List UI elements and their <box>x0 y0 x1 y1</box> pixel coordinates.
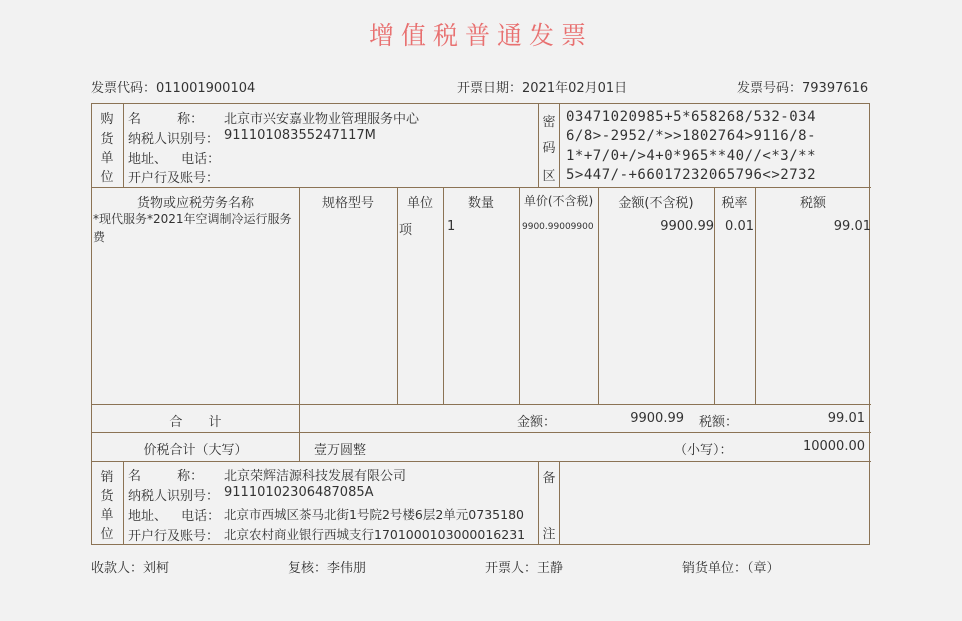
invoice-table <box>91 103 870 545</box>
buyer-name-label: 名 称： <box>128 112 204 127</box>
issuer-value: 王静 <box>537 561 564 576</box>
item-name-line2: 费 <box>93 230 106 244</box>
header-tax: 税额 <box>799 196 826 211</box>
grand-label: 价税合计（大写） <box>143 443 248 458</box>
buyer-tax-label: 纳税人识别号： <box>128 132 220 147</box>
issuer <box>485 557 563 576</box>
cipher-side-char: 密 <box>542 115 556 130</box>
seller-side-char: 位 <box>100 527 114 542</box>
cipher-line: 1*+7/0+/>4+0*965**40//<*3/** <box>566 148 817 164</box>
invoice-code-value: 011001900104 <box>156 81 256 96</box>
seller-addr-label: 地址、 电话： <box>128 509 221 524</box>
reviewer-value: 李伟朋 <box>327 561 367 576</box>
item-tax: 99.01 <box>833 219 871 234</box>
seller-tax-id: 91110102306487085A <box>224 485 374 500</box>
seller-side-char: 单 <box>100 508 114 523</box>
header-spec: 规格型号 <box>321 196 374 211</box>
totals-tax: 99.01 <box>827 411 865 426</box>
cipher-line: 5>447/-+66017232065796<>2732 <box>566 167 817 183</box>
invoice-number <box>737 77 868 96</box>
item-qty: 1 <box>447 219 456 234</box>
totals-amount: 9900.99 <box>630 411 684 426</box>
header-amount: 金额(不含税) <box>618 196 694 211</box>
totals-tax-label: 税额： <box>699 415 739 430</box>
header-rate: 税率 <box>721 196 748 211</box>
header-price: 单价(不含税) <box>523 194 594 208</box>
divider <box>123 104 124 187</box>
divider <box>443 187 444 404</box>
seller-name-label: 名 称： <box>128 469 204 484</box>
buyer-side-char: 位 <box>100 170 114 185</box>
totals-amount-label: 金额： <box>517 415 557 430</box>
seller-addr: 北京市西城区茶马北街1号院2号楼6层2单元0735180 <box>224 507 524 522</box>
issuer-label: 开票人： <box>485 561 538 576</box>
remark-side-char: 备 <box>542 471 556 486</box>
item-price: 9900.99009900 <box>522 222 594 232</box>
buyer-side-char: 购 <box>100 112 114 127</box>
invoice-date-label: 开票日期： <box>457 81 523 96</box>
payee <box>91 557 169 576</box>
invoice-code-label: 发票代码： <box>91 81 157 96</box>
invoice-title: 增值税普通发票 <box>368 21 593 50</box>
cipher-side-char: 码 <box>542 141 556 156</box>
cipher-line: 03471020985+5*658268/532-034 <box>566 109 817 125</box>
buyer-side-char: 货 <box>100 132 114 147</box>
invoice-number-label: 发票号码： <box>737 81 803 96</box>
invoice-date <box>457 77 627 96</box>
invoice-code <box>91 77 255 96</box>
reviewer-label: 复核： <box>288 561 328 576</box>
seller-side-char: 货 <box>100 489 114 504</box>
buyer-tax-id: 91110108355247117M <box>224 128 376 143</box>
item-name-line1: *现代服务*2021年空调制冷运行服务 <box>93 212 292 226</box>
payee-value: 刘柯 <box>143 561 170 576</box>
totals-label: 合 计 <box>169 415 222 430</box>
cipher-side-char: 区 <box>542 169 556 184</box>
buyer-side-char: 单 <box>100 151 114 166</box>
header-name: 货物或应税劳务名称 <box>136 196 254 211</box>
buyer-name: 北京市兴安嘉业物业管理服务中心 <box>224 112 420 127</box>
item-amount: 9900.99 <box>660 219 714 234</box>
divider <box>299 187 300 461</box>
buyer-addr-label: 地址、 电话： <box>128 152 221 167</box>
seller-bank: 北京农村商业银行西城支行1701000103000016231 <box>224 527 526 542</box>
grand-lower: 10000.00 <box>802 439 865 454</box>
buyer-bank-label: 开户行及账号： <box>128 171 220 186</box>
cipher-line: 6/8>-2952/*>>1802764>9116/8- <box>566 128 817 144</box>
seller-tax-label: 纳税人识别号： <box>128 489 220 504</box>
reviewer <box>288 557 366 576</box>
seller-side-char: 销 <box>100 470 114 485</box>
seller-bank-label: 开户行及账号： <box>128 529 220 544</box>
divider <box>397 187 398 404</box>
divider <box>123 461 124 545</box>
invoice-number-value: 79397616 <box>802 81 869 96</box>
header-unit: 单位 <box>406 196 433 211</box>
divider <box>519 187 520 404</box>
seller-stamp-label: 销货单位：（章） <box>682 561 780 576</box>
divider <box>92 432 871 433</box>
seller-name: 北京荣辉洁源科技发展有限公司 <box>224 469 407 484</box>
remark-side-char: 注 <box>542 527 556 542</box>
grand-lower-label: （小写）： <box>674 443 733 458</box>
divider <box>92 404 871 405</box>
invoice-date-value: 2021年02月01日 <box>522 81 628 96</box>
item-unit: 项 <box>399 223 413 238</box>
divider <box>92 461 871 462</box>
item-rate: 0.01 <box>725 219 754 234</box>
payee-label: 收款人： <box>91 561 144 576</box>
grand-upper: 壹万圆整 <box>314 443 367 458</box>
header-qty: 数量 <box>467 196 494 211</box>
